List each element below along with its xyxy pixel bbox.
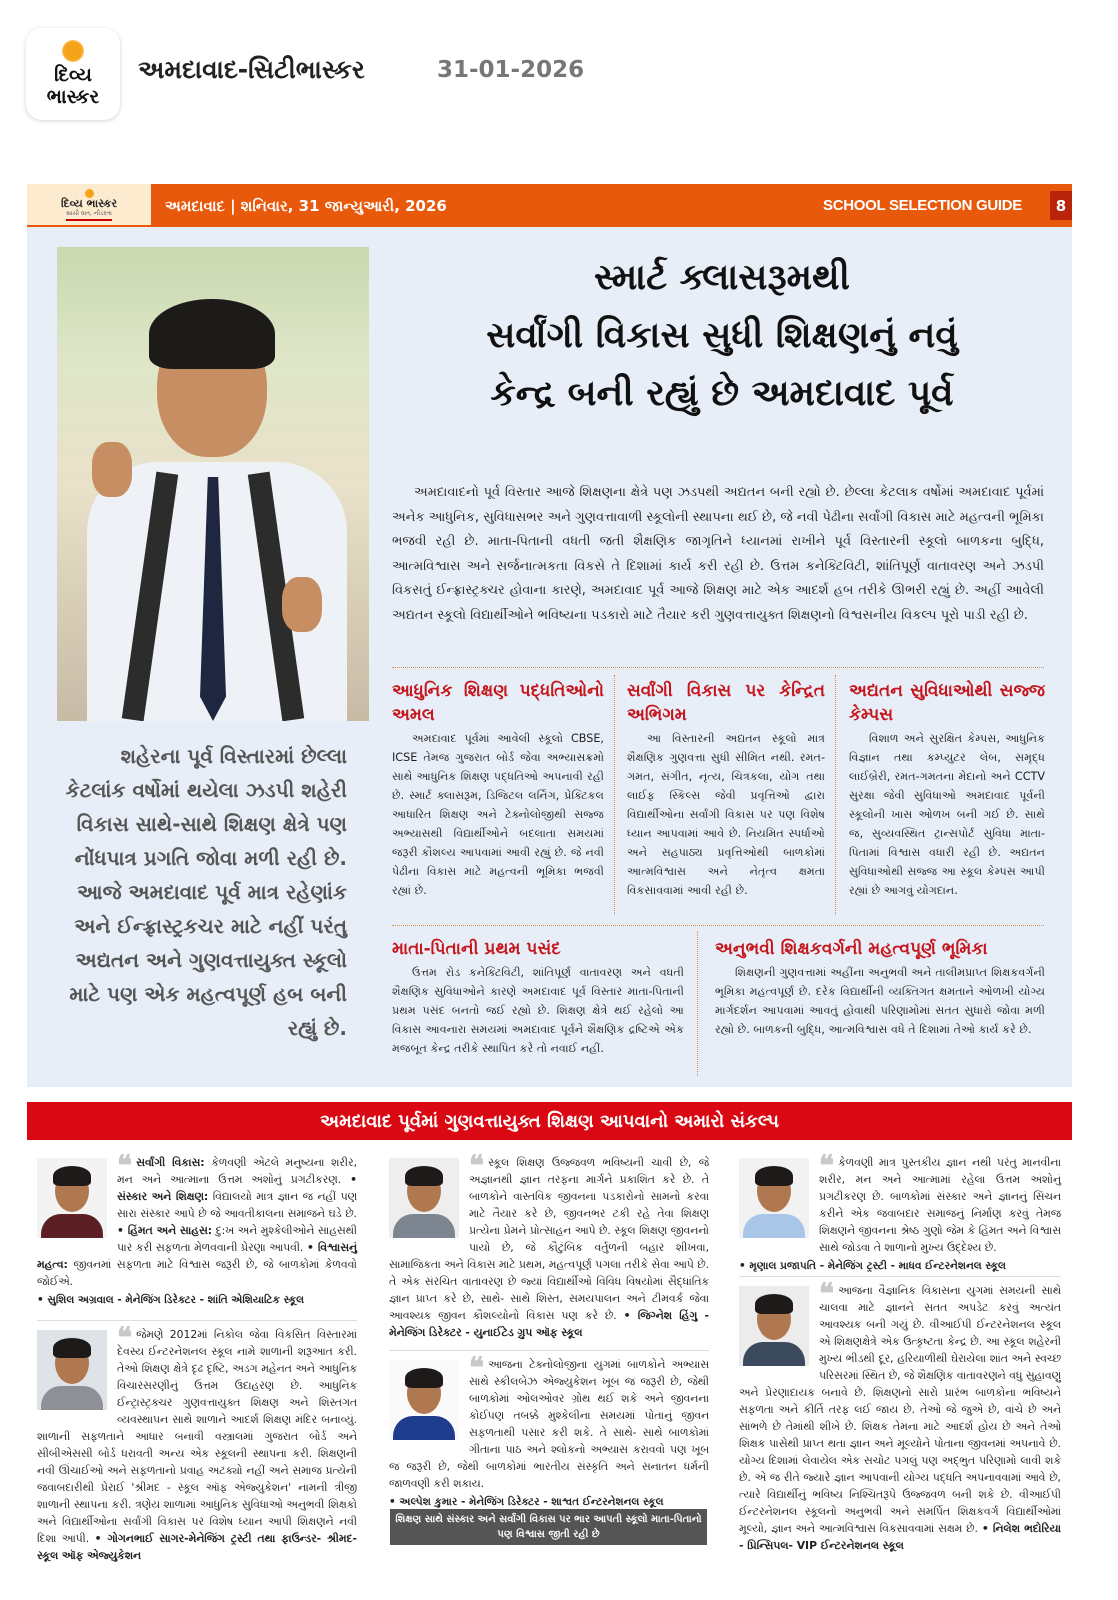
headline-line: સર્વાંગી વિકાસ સુધી શિક્ષણનું નવું <box>486 315 958 356</box>
photo-hair <box>755 1294 793 1314</box>
separator <box>389 1350 709 1351</box>
section-title: અનુભવી શિક્ષકવર્ગની મહત્વપૂર્ણ ભૂમિકા <box>715 939 988 959</box>
quote-icon: ❝ <box>469 1351 485 1384</box>
edition-date: 31-01-2026 <box>437 57 585 83</box>
photo-body <box>743 1342 805 1366</box>
section-title: સર્વાંગી વિકાસ પર કેન્દ્રિત અભિગમ <box>627 681 825 725</box>
section-body: અમદાવાદ પૂર્વમાં આવેલી સ્કૂલો CBSE, ICSE તેમજ ગુજરાત બોર્ડ જેવા અભ્યાસક્રમો સાથે આધુનિક શિક્ષણ પદ્ધતિઓ અપનાવી રહી છે. સ્માર્ટ ક્લાસરૂમ, ડિજિટલ લર્નિંગ, પ્રેક્ટિકલ આધારિત શિક્ષણ અને ટેક્નોલોજીથી સજ્જ અભ્યાસથી વિદ્યાર્થીઓને બદલાતા સમયમાં જરૂરી કૌશલ્ય આપવામાં આવી રહ્યું છે. જે નવી પેઢીના વિકાસ માટે મહત્વની ભૂમિકા ભજવી રહ્યાં છે. <box>392 732 604 897</box>
edition-title: અમદાવાદ-સિટીભાસ્કર <box>138 55 365 84</box>
section-modern-teaching <box>392 679 604 900</box>
quote-icon: ❝ <box>117 1321 133 1354</box>
section-title: SCHOOL SELECTION GUIDE <box>823 197 1022 214</box>
point-text: કેળવણી એટલે મનુષ્યના શરીર, મન અને આત્માના ઉત્તમ અંશોનું પ્રગટીકરણ. <box>117 1156 357 1186</box>
person-photo <box>37 1158 107 1238</box>
photo-body <box>41 1386 103 1410</box>
photo-body <box>41 1214 103 1238</box>
testimonial <box>389 1351 709 1511</box>
app-header <box>0 0 1118 150</box>
divider <box>614 675 615 915</box>
point-label: સર્વાંગી વિકાસ: <box>136 1156 205 1169</box>
divider <box>835 675 836 915</box>
divider <box>392 667 1044 668</box>
testimonial-signature: • મૃણાલ પ્રજાપતિ - મેનેજિંગ ટ્રસ્ટી - માધવ ઈન્ટરનેશનલ સ્કૂલ <box>739 1260 1006 1272</box>
pull-quote: શહેરના પૂર્વ વિસ્તારમાં છેલ્લા કેટલાંક વર્ષોમાં થયેલા ઝડપી શહેરી વિકાસ સાથે-સાથે શિક્ષણ ક્ષેત્રે પણ નોંધપાત્ર પ્રગતિ જોવા મળી રહી છે. આજે અમદાવાદ પૂર્વ માત્ર રહેણાંક અને ઈન્ફ્રાસ્ટ્રકચર માટે નહીં પરંતુ અદ્યતન અને ગુણવત્તાયુક્ત સ્કૂલો માટે પણ એક મહત્વપૂર્ણ હબ બની રહ્યું છે. <box>65 744 347 1040</box>
divider <box>392 925 1044 926</box>
thumbs-up-left <box>92 442 132 497</box>
quote-icon: ❝ <box>819 1277 835 1310</box>
commitment-banner: અમદાવાદ પૂર્વમાં ગુણવત્તાયુક્ત શિક્ષણ આપવાનો અમારો સંકલ્પ <box>27 1102 1072 1140</box>
point-text: દુ:ખ અને મુશ્કેલીઓને સાહસથી પાર કરી સફળતા મેળવવાની પ્રેરણા આપવી. <box>117 1224 357 1254</box>
caption-box: શિક્ષણ સાથે સંસ્કાર અને સર્વાંગી વિકાસ પર ભાર આપતી સ્કૂલો માતા-પિતાનો પણ વિશ્વાસ જીતી રહી છે <box>390 1509 707 1545</box>
testimonial <box>739 1277 1061 1554</box>
section-parents-choice <box>392 937 684 1058</box>
point-label: • વિશ્વાસનું મહત્વ: <box>37 1241 357 1271</box>
section-body: આ વિસ્તારની અદ્યતન સ્કૂલો માત્ર શૈક્ષણિક ગુણવત્તા સુધી સીમિત નથી. રમત-ગમત, સંગીત, નૃત્ય, ચિત્રકલા, યોગ તથા લાઈફ સ્કિલ્સ જેવી પ્રવૃત્તિઓ દ્વારા વિદ્યાર્થીઓના સર્વાંગી વિકાસ પર પણ વિશેષ ધ્યાન આપવામાં આવે છે. નિયમિત સ્પર્ધાઓ અને સહપાઠ્ય પ્રવૃત્તિઓથી બાળકોમાં આત્મવિશ્વાસ અને નેતૃત્વ ક્ષમતા વિકસાવવામાં આવી રહી છે. <box>627 732 825 897</box>
photo-hair <box>405 1368 443 1388</box>
masthead-dateline: અમદાવાદ | શનિવાર, 31 જાન્યુઆરી, 2026 <box>165 196 447 215</box>
page-number: 8 <box>1050 191 1072 220</box>
divider <box>697 931 698 1076</box>
testimonial-signature: • નિલેશ ભદોરિયા - પ્રિન્સિપલ- VIP ઈન્ટરનેશનલ સ્કૂલ <box>739 1522 1061 1552</box>
point-label: • સંસ્કાર અને શિક્ષણ: <box>117 1173 357 1203</box>
testimonial-text: સ્કૂલ શિક્ષણ ઉજ્જવળ ભવિષ્યની ચાવી છે, જે અજ્ઞાનથી જ્ઞાન તરફના માર્ગને પ્રકાશિત કરે છે. તે બાળકોને વાસ્તવિક જીવનના પડકારોનો સામનો કરવા માટે તૈયાર કરે છે, જીવનભર ટકી રહે તેવા શિક્ષણ પ્રત્યેના પ્રેમને પ્રોત્સાહન આપે છે. સ્કૂલ શિક્ષણ જીવનનો પાયો છે, જે કૌટુંબિક વર્તુળની બહાર શીખવા, સામાજિકતા અને વિકાસ માટે પ્રથમ, મહત્વપૂર્ણ પગલા તરીકે સેવા આપે છે. તે એક સંરચિત વાતાવરણ છે જ્યાં વિદ્યાર્થીઓ વિવિધ વિષયોમાં સૈદ્ધાંતિક જ્ઞાન પ્રાપ્ત કરે છે, સાથે- સાથે શિસ્ત, સમયપાલન અને ટીમવર્ક જેવા આવશ્યક જીવન કૌશલ્યોનો વિકાસ પણ કરે છે. <box>389 1156 709 1322</box>
masthead <box>27 184 1072 227</box>
point-label: • હિંમત અને સાહસ: <box>117 1224 213 1237</box>
point-text: વિદ્યાલયો માત્ર જ્ઞાન જ નહીં પણ સારા સંસ્કાર આપે છે જે આવતીકાલના સમાજને ઘડે છે. <box>117 1190 357 1220</box>
section-holistic-development <box>627 679 825 900</box>
section-title: આધુનિક શિક્ષણ પદ્ધતિઓનો અમલ <box>392 681 604 725</box>
section-title: માતા-પિતાની પ્રથમ પસંદ <box>392 939 561 959</box>
person-photo <box>739 1286 809 1366</box>
section-body: વિશાળ અને સુરક્ષિત કેમ્પસ, આધુનિક વિજ્ઞાન તથા કમ્પ્યુટર લેબ, સમૃદ્ધ લાઈબ્રેરી, રમત-ગમતના મેદાનો અને CCTV સુરક્ષા જેવી સુવિધાઓ અમદાવાદ પૂર્વની સ્કૂલોની ખાસ ઓળખ બની ગઈ છે. સાથે જ, સુવ્યવસ્થિત ટ્રાન્સપોર્ટ સુવિધા માતા-પિતામાં વિશ્વાસ વધારી રહી છે. અદ્યતન સુવિધાઓથી સજ્જ આ સ્કૂલ કેમ્પસ આપી રહ્યાં છે આગવું યોગદાન. <box>849 732 1045 897</box>
testimonial <box>37 1321 357 1564</box>
person-photo <box>389 1360 459 1440</box>
photo-hair <box>53 1166 91 1186</box>
quote-icon: ❝ <box>117 1149 133 1182</box>
intro-paragraph: અમદાવાદનો પૂર્વ વિસ્તાર આજે શિક્ષણના ક્ષેત્રે પણ ઝડપથી અદ્યતન બની રહ્યો છે. છેલ્લા કેટલાક વર્ષોમાં અમદાવાદ પૂર્વમાં અનેક આધુનિક, સુવિધાસભર અને ગુણવત્તાવાળી સ્કૂલોની સ્થાપના થઈ છે, જે નવી પેઢીના સર્વાંગી વિકાસ માટે મહત્વની ભૂમિકા ભજવી રહી છે. માતા-પિતાની વધતી જતી શૈક્ષણિક જાગૃતિને ધ્યાનમાં રાખીને પૂર્વ વિસ્તારની સ્કૂલો બાળકના બુદ્ધિ, આત્મવિશ્વાસ અને સર્જનાત્મકતા વિકસે તે દિશામાં કાર્ય કરી રહી છે. ઉત્તમ કનેક્ટિવિટી, શાંતિપૂર્ણ વાતાવરણ અને ઝડપી વિકસતું ઈન્ફ્રાસ્ટ્રક્ચર હોવાના કારણે, અમદાવાદ પૂર્વ આજે શિક્ષણ માટે એક આદર્શ હબ તરીકે ઊભરી રહ્યું છે. અહીં આવેલી અદ્યતન સ્કૂલો વિદ્યાર્થીઓને ભવિષ્યના પડકારો માટે તૈયાર કરી ગુણવત્તાયુક્ત શિક્ષણનો વિશ્વસનીય વિકલ્પ પૂરો પાડી રહી છે. <box>392 485 1044 623</box>
hair <box>149 299 275 369</box>
quote-icon: ❝ <box>819 1149 835 1182</box>
masthead-logo-text: દિવ્ય ભાસ્કર <box>60 196 118 210</box>
testimonial-signature: • ગોગનભાઈ સાગર-મેનેજિંગ ટ્રસ્ટી તથા ફાઉન્ડર- શ્રીમદ-સ્કૂલ ઑફ એજ્યુકેશન <box>37 1532 357 1562</box>
quote-icon: ❝ <box>469 1149 485 1182</box>
photo-body <box>393 1416 455 1440</box>
person-photo <box>739 1158 809 1238</box>
newspaper-page <box>27 184 1072 1586</box>
student-photo <box>57 247 369 721</box>
testimonial-signature: • સુશિલ અગ્રવાલ - મેનેજિંગ ડિરેક્ટર - શાંતિ એશિયાટિક સ્કૂલ <box>37 1294 305 1306</box>
testimonial <box>37 1149 357 1309</box>
masthead-logo <box>27 184 151 227</box>
section-body: શિક્ષણની ગુણવત્તામાં અહીંના અનુભવી અને તાલીમપ્રાપ્ત શિક્ષકવર્ગની ભૂમિકા મહત્વપૂર્ણ છે. દરેક વિદ્યાર્થીની વ્યક્તિગત ક્ષમતાને ઓળખી યોગ્ય માર્ગદર્શન આપવામાં આવતું હોવાથી પરિણામોમાં સતત સુધારો જોવા મળી રહ્યો છે. બાળકની બુદ્ધિ, આત્મવિશ્વાસ વધે તે દિશામાં તેઓ કાર્ય કરે છે. <box>715 966 1045 1036</box>
testimonial-text: આજના ટેક્નોલોજીના યુગમાં બાળકોને અભ્યાસ સાથે સ્કીલબેઝ એજ્યુકેશન ખૂબ જ જરૂરી છે, જેથી બાળકોમાં ઓલઓવર ગ્રોથ થઈ શકે અને જીવનના કોઈપણ તબક્કે મુશ્કેલીના સમયમાં પોતાનું જીવન સફળતાથી પસાર કરી શકે. તે સાથે- સાથે બાળકોમાં ગીતાના પાઠ અને શ્લોકનો અભ્યાસ કરાવવો પણ ખૂબ જ જરૂરી છે, જેથી બાળકોમાં ભારતીય સંસ્કૃતિ અને સનાતન ધર્મની જાળવણી કરી શકાય. <box>389 1358 709 1490</box>
logo-line-2: ભાસ્કર <box>46 86 100 108</box>
photo-hair <box>755 1166 793 1186</box>
logo-line-1: દિવ્ય <box>54 64 92 86</box>
photo-hair <box>53 1338 91 1358</box>
testimonial-text: આજના વૈજ્ઞાનિક વિકાસના યુગમાં સમયની સાથે ચાલવા માટે જ્ઞાનને સતત અપડેટ કરવું અત્યંત આવશ્યક બની ગયું છે. વીઆઈપી ઈન્ટરનેશનલ સ્કૂલ એ શિક્ષણક્ષેત્રે એક ઉત્કૃષ્ટતા કેન્દ્ર છે. આ સ્કૂલ શહેરની મુખ્ય ભીડથી દૂર, હરિયાળીથી ઘેરાયેલા શાંત અને સ્વચ્છ પરિસરમાં સ્થિત છે, જે શૈક્ષણિક વાતાવરણને વધુ સુહાવણું અને પ્રેરણાદાયક બનાવે છે. શિક્ષણનો સારો પ્રારંભ બાળકોના ભવિષ્યને સફળતા અને કીર્તિ તરફ લઈ જાય છે. તેઓ જે જુએ છે, વાંચે છે અને સાંભળે છે તેમાંથી શીખે છે. શિક્ષક તેમના માટે આદર્શ હોય છે અને તેઓ શિક્ષક પાસેથી પ્રાપ્ત થતા જ્ઞાન અને મૂલ્યોને પોતાના જીવનમાં અપનાવે છે. યોગ્ય દિશામાં લેવાયેલ એક સચોટ પગલું પણ અદ્ભુત પરિણામો લાવી શકે છે. એ જ રીતે જ્યારે જ્ઞાન આપવાની યોગ્ય પદ્ધતિ અપનાવવામાં આવે છે, ત્યારે વિદ્યાર્થીનું ભવિષ્ય નિશ્ચિતરૂપે ઉજ્જવળ બની શકે છે. વીઆઈપી ઈન્ટરનેશનલ સ્કૂલનો અનુભવી અને સમર્પિત શિક્ષકવર્ગ વિદ્યાર્થીઓમાં મૂલ્યો, જ્ઞાન અને આત્મવિશ્વાસ વિકસાવવામાં સક્ષમ છે. <box>739 1284 1061 1535</box>
section-title: અદ્યતન સુવિધાઓથી સજ્જ કેમ્પસ <box>849 681 1045 725</box>
separator <box>37 1320 357 1321</box>
point-text: જીવનમાં સફળતા માટે વિશ્વાસ જરૂરી છે, જે બાળકોમાં કેળવવો જોઈએ. <box>37 1258 357 1288</box>
testimonial-signature: • જિગ્નેશ હિંગુ - મેનેજિંગ ડિરેક્ટર - યુનાઈટેડ ગ્રુપ ઑફ સ્કૂલ <box>389 1309 709 1339</box>
section-experienced-teachers <box>715 937 1045 1039</box>
testimonial-text: જેમણે 2012માં નિકોલ જેવા વિકસિત વિસ્તારમાં દેવસ્ય ઈન્ટરનેશનલ સ્કૂલ નામે શાળાની શરૂઆત કરી. તેઓ શિક્ષણ ક્ષેત્રે દૃઢ દૃષ્ટિ, અડગ મહેનત અને આધુનિક વિચારસરણીનું ઉત્તમ ઉદાહરણ છે. આધુનિક ઈન્ટ્રાસ્ટ્રક્ચર ગુણવત્તાયુક્ત શિક્ષણ અને શિસ્તગત વ્યવસ્થાપન સાથે શાળાને આદર્શ શિક્ષણ મંદિર બનાવ્યું. શાળાની સફળતાને આધાર બનાવી વસ્ત્રાલમાં ગુજરાત બોર્ડ અને સીબીએસસી બોર્ડ ધરાવતી અન્ય એક સ્કૂલની સ્થાપના કરી. શિક્ષણની નવી ઊંચાઈઓ અને સફળતાનો પ્રવાહ અટક્યો નહીં અને સમાજ પ્રત્યેની જવાબદારીથી પ્રેરાઈ 'શ્રીમદ - સ્કૂલ ઑફ એજ્યુકેશન' નામની ત્રીજી શાળાની સ્થાપના કરી. ત્રણેય શાળામાં આધુનિક સુવિધાઓ અનુભવી શિક્ષકો અને વિદ્યાર્થીઓના સર્વાંગી વિકાસ પર વિશેષ ધ્યાન આપી શિક્ષણને નવી દિશા આપી. <box>37 1328 357 1545</box>
testimonial-text: કેળવણી માત્ર પુસ્તકીય જ્ઞાન નથી પરંતુ માનવીના શરીર, મન અને આત્મામાં રહેલા ઉત્તમ અંશોનું પ્રગટીકરણ છે. બાળકોમાં સંસ્કાર અને જ્ઞાનનું સિંચન કરીને એક જવાબદાર સમાજનું નિર્માણ કરવું તેમજ શિક્ષણને જીવનના શ્રેષ્ઠ ગુણો જેમ કે હિંમત અને વિશ્વાસ સાથે જોડવા તે શાળાનો મુખ્ય ઉદ્દેશ્ય છે. <box>819 1156 1061 1254</box>
divya-bhaskar-logo[interactable] <box>26 28 120 120</box>
testimonial <box>389 1149 709 1341</box>
headline <box>387 249 1057 423</box>
feature-article <box>27 227 1072 1087</box>
headline-line: સ્માર્ટ ક્લાસરૂમથી <box>594 257 850 298</box>
sun-icon <box>62 40 84 62</box>
thumbs-up-right <box>282 577 322 632</box>
headline-line: કેન્દ્ર બની રહ્યું છે અમદાવાદ પૂર્વ <box>490 373 954 414</box>
photo-body <box>743 1214 805 1238</box>
section-modern-campus <box>849 679 1045 900</box>
separator <box>739 1276 1061 1277</box>
testimonial-signature: • અલ્પેશ કુમાર - મેનેજિંગ ડિરેક્ટર - શાશ્વત ઈન્ટરનેશનલ સ્કૂલ <box>389 1496 664 1508</box>
masthead-logo-tagline: સાચી વાત, નીડરતા <box>66 210 112 221</box>
testimonial <box>739 1149 1061 1275</box>
section-body: ઉત્તમ રોડ કનેક્ટિવિટી, શાંતિપૂર્ણ વાતાવરણ અને વધતી શૈક્ષણિક સુવિધાઓને કારણે અમદાવાદ પૂર્વ વિસ્તાર માતા-પિતાની પ્રથમ પસંદ બનતો જઈ રહ્યો છે. શિક્ષણ ક્ષેત્રે થઈ રહેલો આ વિકાસ આવનારા સમયમાં અમદાવાદ પૂર્વને શૈક્ષણિક દ્રષ્ટિએ એક મજબૂત કેન્દ્ર તરીકે સ્થાપિત કરે તો નવાઈ નહીં. <box>392 966 684 1055</box>
photo-body <box>393 1214 455 1238</box>
person-photo <box>389 1158 459 1238</box>
photo-hair <box>405 1166 443 1186</box>
person-photo <box>37 1330 107 1410</box>
